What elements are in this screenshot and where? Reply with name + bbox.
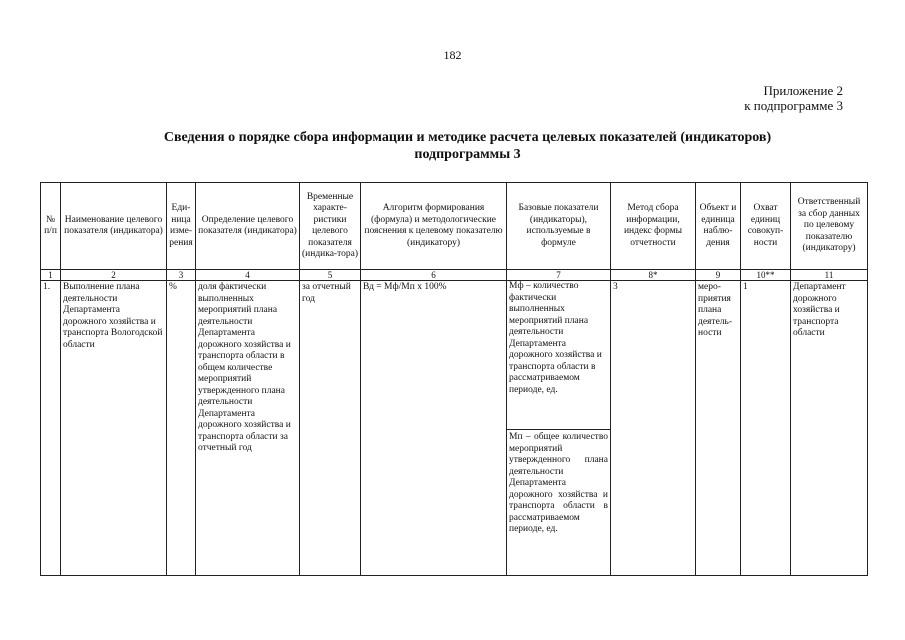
- row-object: меро-приятия плана деятель-ности: [696, 281, 741, 576]
- column-number: 4: [196, 270, 300, 281]
- header-cell-base: Базовые показатели (индикаторы), используемые в формуле: [507, 183, 611, 270]
- title-line-1: Сведения о порядке сбора информации и методике расчета целевых показателей (индикаторов): [163, 130, 772, 145]
- column-number: 11: [791, 270, 868, 281]
- row-definition: доля фактически выполненных мероприятий плана деятельности Департамента дорожного хозяйства и транспорта области в общем количестве мероприятий утвержденного плана деятельности Департамента дорожного хозяйства и транспорта области за отчетный год: [196, 281, 300, 576]
- document-title: [60, 129, 875, 163]
- row-time: за отчетный год: [300, 281, 361, 576]
- row-formula: Вд = Мф/Мп х 100%: [361, 281, 507, 576]
- page-number: 182: [443, 48, 462, 62]
- row-coverage: 1: [741, 281, 791, 576]
- appendix-label: [744, 83, 843, 113]
- row-responsible: Департамент дорожного хозяйства и транспорта области: [791, 281, 868, 576]
- title-line-2: подпрограммы 3: [414, 147, 521, 162]
- header-cell-responsible: Ответственный за сбор данных по целевому показателю (индикатору): [791, 183, 868, 270]
- column-number: 9: [696, 270, 741, 281]
- row-base-indicators: [507, 281, 611, 576]
- column-number-row: [41, 270, 868, 281]
- base-indicator-fact: Мф – количество фактически выполненных мероприятий плана деятельности Департамента дорожного хозяйства и транспорта области в рассматриваемом периоде, ед.: [507, 281, 610, 430]
- header-cell-definition: Определение целевого показателя (индикатора): [196, 183, 300, 270]
- base-indicator-plan: Мп – общее количество мероприятий утвержденного плана деятельности Департамента дорожного хозяйства и транспорта области в рассматриваемом периоде, ед.: [509, 432, 608, 534]
- column-number: 5: [300, 270, 361, 281]
- column-number: 8*: [611, 270, 696, 281]
- header-cell-method: Метод сбора информации, индекс формы отчетности: [611, 183, 696, 270]
- table-row: [41, 281, 868, 576]
- header-cell-object: Объект и единица наблю-дения: [696, 183, 741, 270]
- header-cell-coverage: Охват единиц совокуп-ности: [741, 183, 791, 270]
- indicators-table: [40, 182, 868, 576]
- row-num: 1.: [41, 281, 61, 576]
- header-cell-formula: Алгоритм формирования (формула) и методологические пояснения к целевому показателю (индикатору): [361, 183, 507, 270]
- row-unit: %: [167, 281, 196, 576]
- appendix-line-2: к подпрограмме 3: [744, 98, 843, 113]
- column-number: 3: [167, 270, 196, 281]
- table-header-row: [41, 183, 868, 270]
- row-method: 3: [611, 281, 696, 576]
- column-number: 1: [41, 270, 61, 281]
- header-cell-time: Временные характе-ристики целевого показателя (индика-тора): [300, 183, 361, 270]
- row-name: Выполнение плана деятельности Департамента дорожного хозяйства и транспорта Вологодской области: [61, 281, 167, 576]
- column-number: 2: [61, 270, 167, 281]
- appendix-line-1: Приложение 2: [763, 83, 843, 98]
- header-cell-num: № п/п: [41, 183, 61, 270]
- header-cell-unit: Еди-ница изме-рения: [167, 183, 196, 270]
- column-number: 6: [361, 270, 507, 281]
- column-number: 10**: [741, 270, 791, 281]
- column-number: 7: [507, 270, 611, 281]
- header-cell-name: Наименование целевого показателя (индикатора): [61, 183, 167, 270]
